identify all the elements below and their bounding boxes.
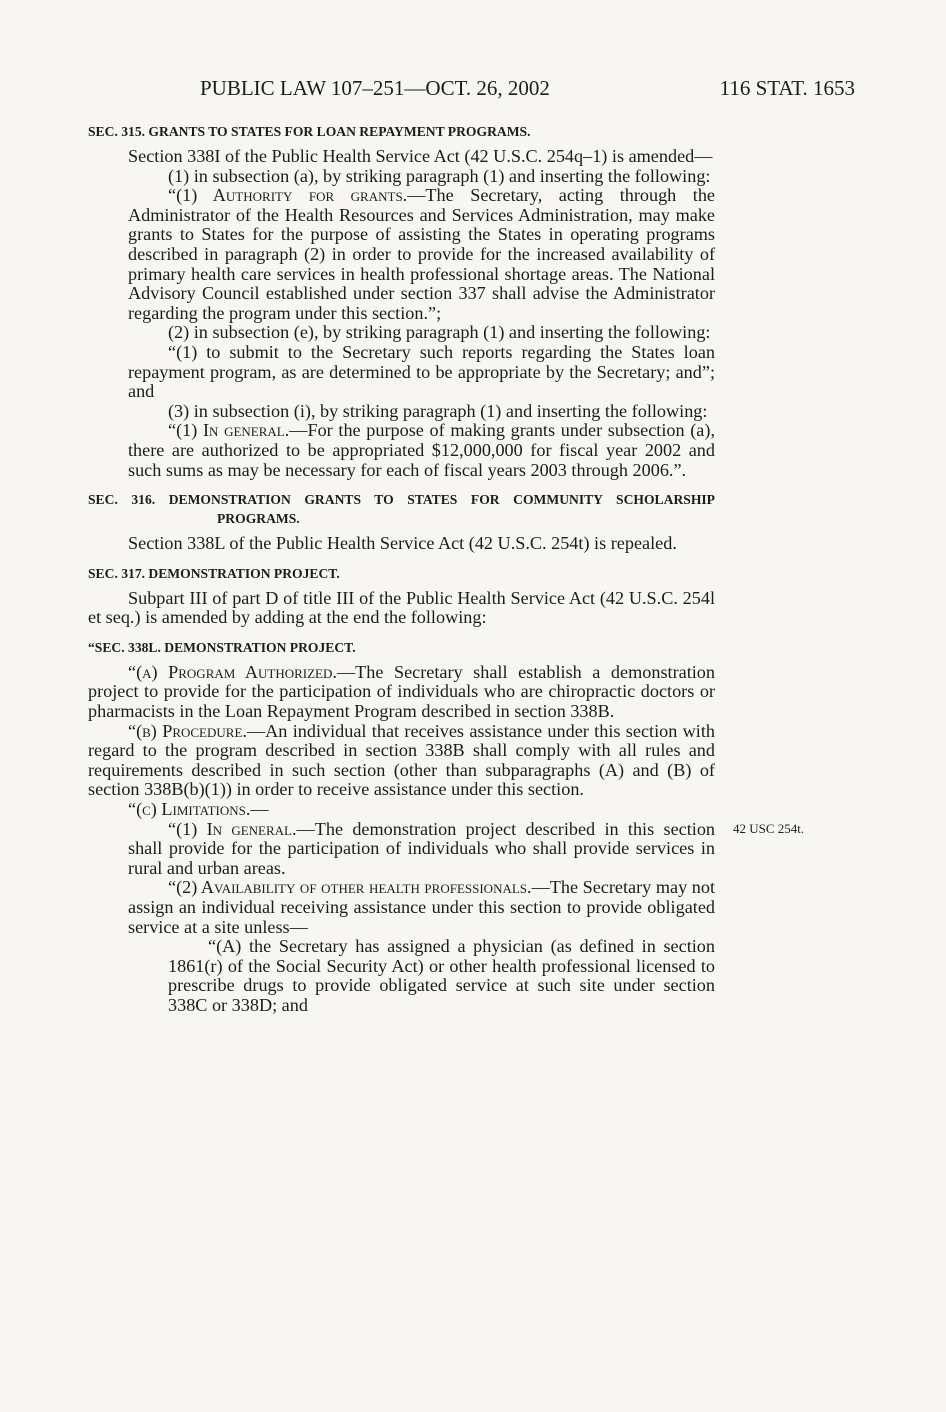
sec315-item-1: (1) in subsection (a), by striking paragraph (1) and inserting the following: xyxy=(168,165,711,186)
paragraph-c2-text: —The Secretary may not assign an individual receiving assistance under this section to provide obligated service at a site unless— xyxy=(128,877,715,937)
paragraph-c1-text: —The demonstration project described in this section shall provide for the participation of individuals who shall provide services in rural and urban areas. xyxy=(128,818,716,878)
sec315-quote-3 xyxy=(88,421,715,480)
paragraph-c1 xyxy=(88,820,715,879)
subsection-c-text: — xyxy=(250,799,269,820)
quote-3-heading: “(1) In general. xyxy=(168,420,290,441)
subsection-b-heading: “(b) Procedure. xyxy=(128,720,247,741)
subsection-a xyxy=(88,663,715,722)
sec317-text: Subpart III of part D of title III of the Public Health Service Act (42 U.S.C. 254l et seq.) is amended by adding at the end the following: xyxy=(88,587,715,628)
section-317-heading: SEC. 317. DEMONSTRATION PROJECT. xyxy=(88,565,340,581)
quote-3-text: —For the purpose of making grants under subsection (a), there are authorized to be appropriated $12,000,000 for fiscal year 2002 and such sums as may be necessary for each of fiscal years 2003 through 2006.”. xyxy=(128,420,715,480)
section-338l-heading: “SEC. 338L. DEMONSTRATION PROJECT. xyxy=(88,639,356,655)
section-315-heading: SEC. 315. GRANTS TO STATES FOR LOAN REPAYMENT PROGRAMS. xyxy=(88,124,531,139)
sec315-intro: Section 338I of the Public Health Service Act (42 U.S.C. 254q–1) is amended— xyxy=(128,146,713,166)
paragraph-c1-heading: “(1) In general. xyxy=(168,818,297,839)
subsection-b-text: —An individual that receives assistance under this section with regard to the program described in section 338B shall comply with all rules and requirements described in such section (other than subparagraphs (A) and (B) of section 338B(b)(1)) in order to receive assistance under this section. xyxy=(88,720,716,800)
page-header xyxy=(200,76,855,106)
quote-1-heading: “(1) Authority for grants. xyxy=(168,185,408,206)
paragraph-c2-heading: “(2) Availability of other health professionals. xyxy=(168,877,532,898)
subsection-a-heading: “(a) Program Authorized. xyxy=(128,661,337,682)
subsection-a-text: —The Secretary shall establish a demonstration project to provide for the participation of individuals who are chiropractic doctors or pharmacists in the Loan Repayment Program described in section 338B. xyxy=(88,661,715,722)
sec315-item-2: (2) in subsection (e), by striking paragraph (1) and inserting the following: xyxy=(168,322,711,343)
sec315-quote-2: “(1) to submit to the Secretary such reports regarding the States loan repayment program, as are determined to be appropriate by the Secretary; and”; and xyxy=(128,341,715,402)
document-body xyxy=(88,122,715,1016)
sec315-item-3: (3) in subsection (i), by striking paragraph (1) and inserting the following: xyxy=(168,400,708,421)
section-316-heading: SEC. 316. DEMONSTRATION GRANTS TO STATES FOR COMMUNITY SCHOLARSHIP PROGRAMS. xyxy=(88,492,715,527)
subsection-c-heading: “(c) Limitations. xyxy=(128,799,251,820)
stat-page-number: 116 STAT. 1653 xyxy=(719,76,855,100)
paragraph-c2 xyxy=(88,878,715,937)
subparagraph-c2a: “(A) the Secretary has assigned a physician (as defined in section 1861(r) of the Social Security Act) or other health professional licensed to prescribe drugs to provide obligated service at such site under section 338C or 338D; and xyxy=(168,936,715,1015)
margin-note: 42 USC 254t. xyxy=(733,821,805,836)
subsection-c xyxy=(88,800,715,820)
sec315-quote-1 xyxy=(88,186,715,323)
subsection-b xyxy=(88,722,715,800)
running-head: PUBLIC LAW 107–251—OCT. 26, 2002 xyxy=(200,76,550,100)
quote-1-text: —The Secretary, acting through the Administrator of the Health Resources and Services Administration, may make grants to States for the purpose of assisting the States in operating programs described in paragraph (2) in order to provide for the increased availability of primary health care services in health professional shortage areas. The National Advisory Council established under section 337 shall advise the Administrator regarding the program under this section.”; xyxy=(128,185,716,323)
sec316-text: Section 338L of the Public Health Service Act (42 U.S.C. 254t) is repealed. xyxy=(128,533,677,554)
